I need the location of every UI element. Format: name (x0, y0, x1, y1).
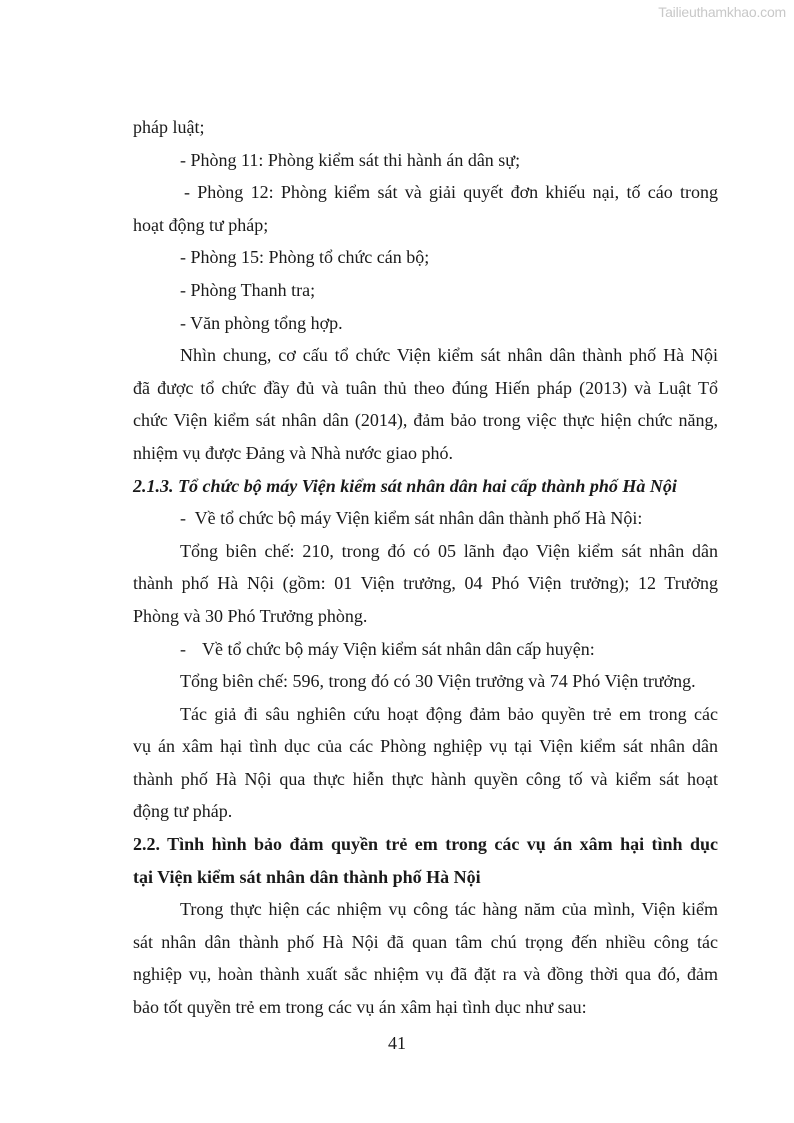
list-item: - Phòng 11: Phòng kiểm sát thi hành án dân sự; (180, 149, 521, 170)
continuation-line: pháp luật; (133, 117, 205, 137)
research-paragraph (133, 698, 718, 828)
city-level-label: - Về tổ chức bộ máy Viện kiểm sát nhân dân thành phố Hà Nội: (180, 508, 643, 529)
paragraph-line: sát nhân dân thành phố Hà Nội đã quan tâm chú trọng đến nhiều công tác (133, 931, 718, 952)
paragraph-line: nhiệm vụ được Đảng và Nhà nước giao phó. (133, 442, 453, 463)
heading-line: 2.2. Tình hình bảo đảm quyền trẻ em trong các vụ án xâm hại tình dục (133, 834, 718, 855)
paragraph-line: Tác giả đi sâu nghiên cứu hoạt động đảm bảo quyền trẻ em trong các (180, 703, 718, 724)
heading-line: tại Viện kiểm sát nhân dân thành phố Hà Nội (133, 866, 481, 887)
list-item: - Phòng 15: Phòng tổ chức cán bộ; (180, 247, 430, 268)
paragraph-line: Trong thực hiện các nhiệm vụ công tác hàng năm của mình, Viện kiểm (180, 899, 718, 920)
city-level-paragraph (133, 535, 718, 633)
paragraph-line: đã được tổ chức đầy đủ và tuân thủ theo đúng Hiến pháp (2013) và Luật Tổ (133, 377, 718, 398)
district-level-label: Về tổ chức bộ máy Viện kiểm sát nhân dân cấp huyện: (202, 638, 595, 659)
paragraph-line: vụ án xâm hại tình dục của các Phòng nghiệp vụ tại Viện kiểm sát nhân dân (133, 736, 718, 757)
paragraph-line: nghiệp vụ, hoàn thành xuất sắc nhiệm vụ đã đặt ra và đồng thời qua đó, đảm (133, 964, 718, 985)
paragraph-line: chức Viện kiểm sát nhân dân (2014), đảm bảo trong việc thực hiện chức năng, (133, 410, 718, 431)
section-2-2-paragraph (133, 893, 718, 1023)
district-level-paragraph: Tổng biên chế: 596, trong đó có 30 Viện trưởng và 74 Phó Viện trưởng. (180, 671, 696, 692)
paragraph-line: thành phố Hà Nội qua thực hiễn thực hành quyền công tố và kiểm sát hoạt (133, 768, 718, 789)
paragraph-line: động tư pháp. (133, 801, 233, 822)
section-heading-2-1-3: 2.1.3. Tổ chức bộ máy Viện kiểm sát nhân dân hai cấp thành phố Hà Nội (133, 475, 677, 496)
list-item: - Văn phòng tổng hợp. (180, 312, 343, 333)
district-level-label-line (133, 633, 718, 666)
paragraph-line: Tổng biên chế: 210, trong đó có 05 lãnh đạo Viện kiểm sát nhân dân (180, 540, 718, 561)
paragraph-line: bảo tốt quyền trẻ em trong các vụ án xâm hại tình dục như sau: (133, 997, 587, 1018)
section-heading-2-2 (133, 828, 718, 893)
list-item: - Phòng 12: Phòng kiểm sát và giải quyết đơn khiếu nại, tố cáo trong (184, 182, 718, 203)
document-page-body (133, 111, 718, 1024)
list-item: - Phòng Thanh tra; (180, 279, 316, 300)
watermark: Tailieuthamkhao.com (658, 4, 786, 20)
summary-paragraph (133, 339, 718, 469)
list-item-continuation: hoạt động tư pháp; (133, 214, 269, 235)
paragraph-line: Nhìn chung, cơ cấu tổ chức Viện kiểm sát nhân dân thành phố Hà Nội (180, 345, 718, 366)
page-number: 41 (388, 1033, 406, 1053)
paragraph-line: Phòng và 30 Phó Trưởng phòng. (133, 605, 368, 626)
dash-bullet: - (180, 638, 186, 659)
paragraph-line: thành phố Hà Nội (gồm: 01 Viện trưởng, 04 Phó Viện trưởng); 12 Trưởng (133, 573, 718, 594)
